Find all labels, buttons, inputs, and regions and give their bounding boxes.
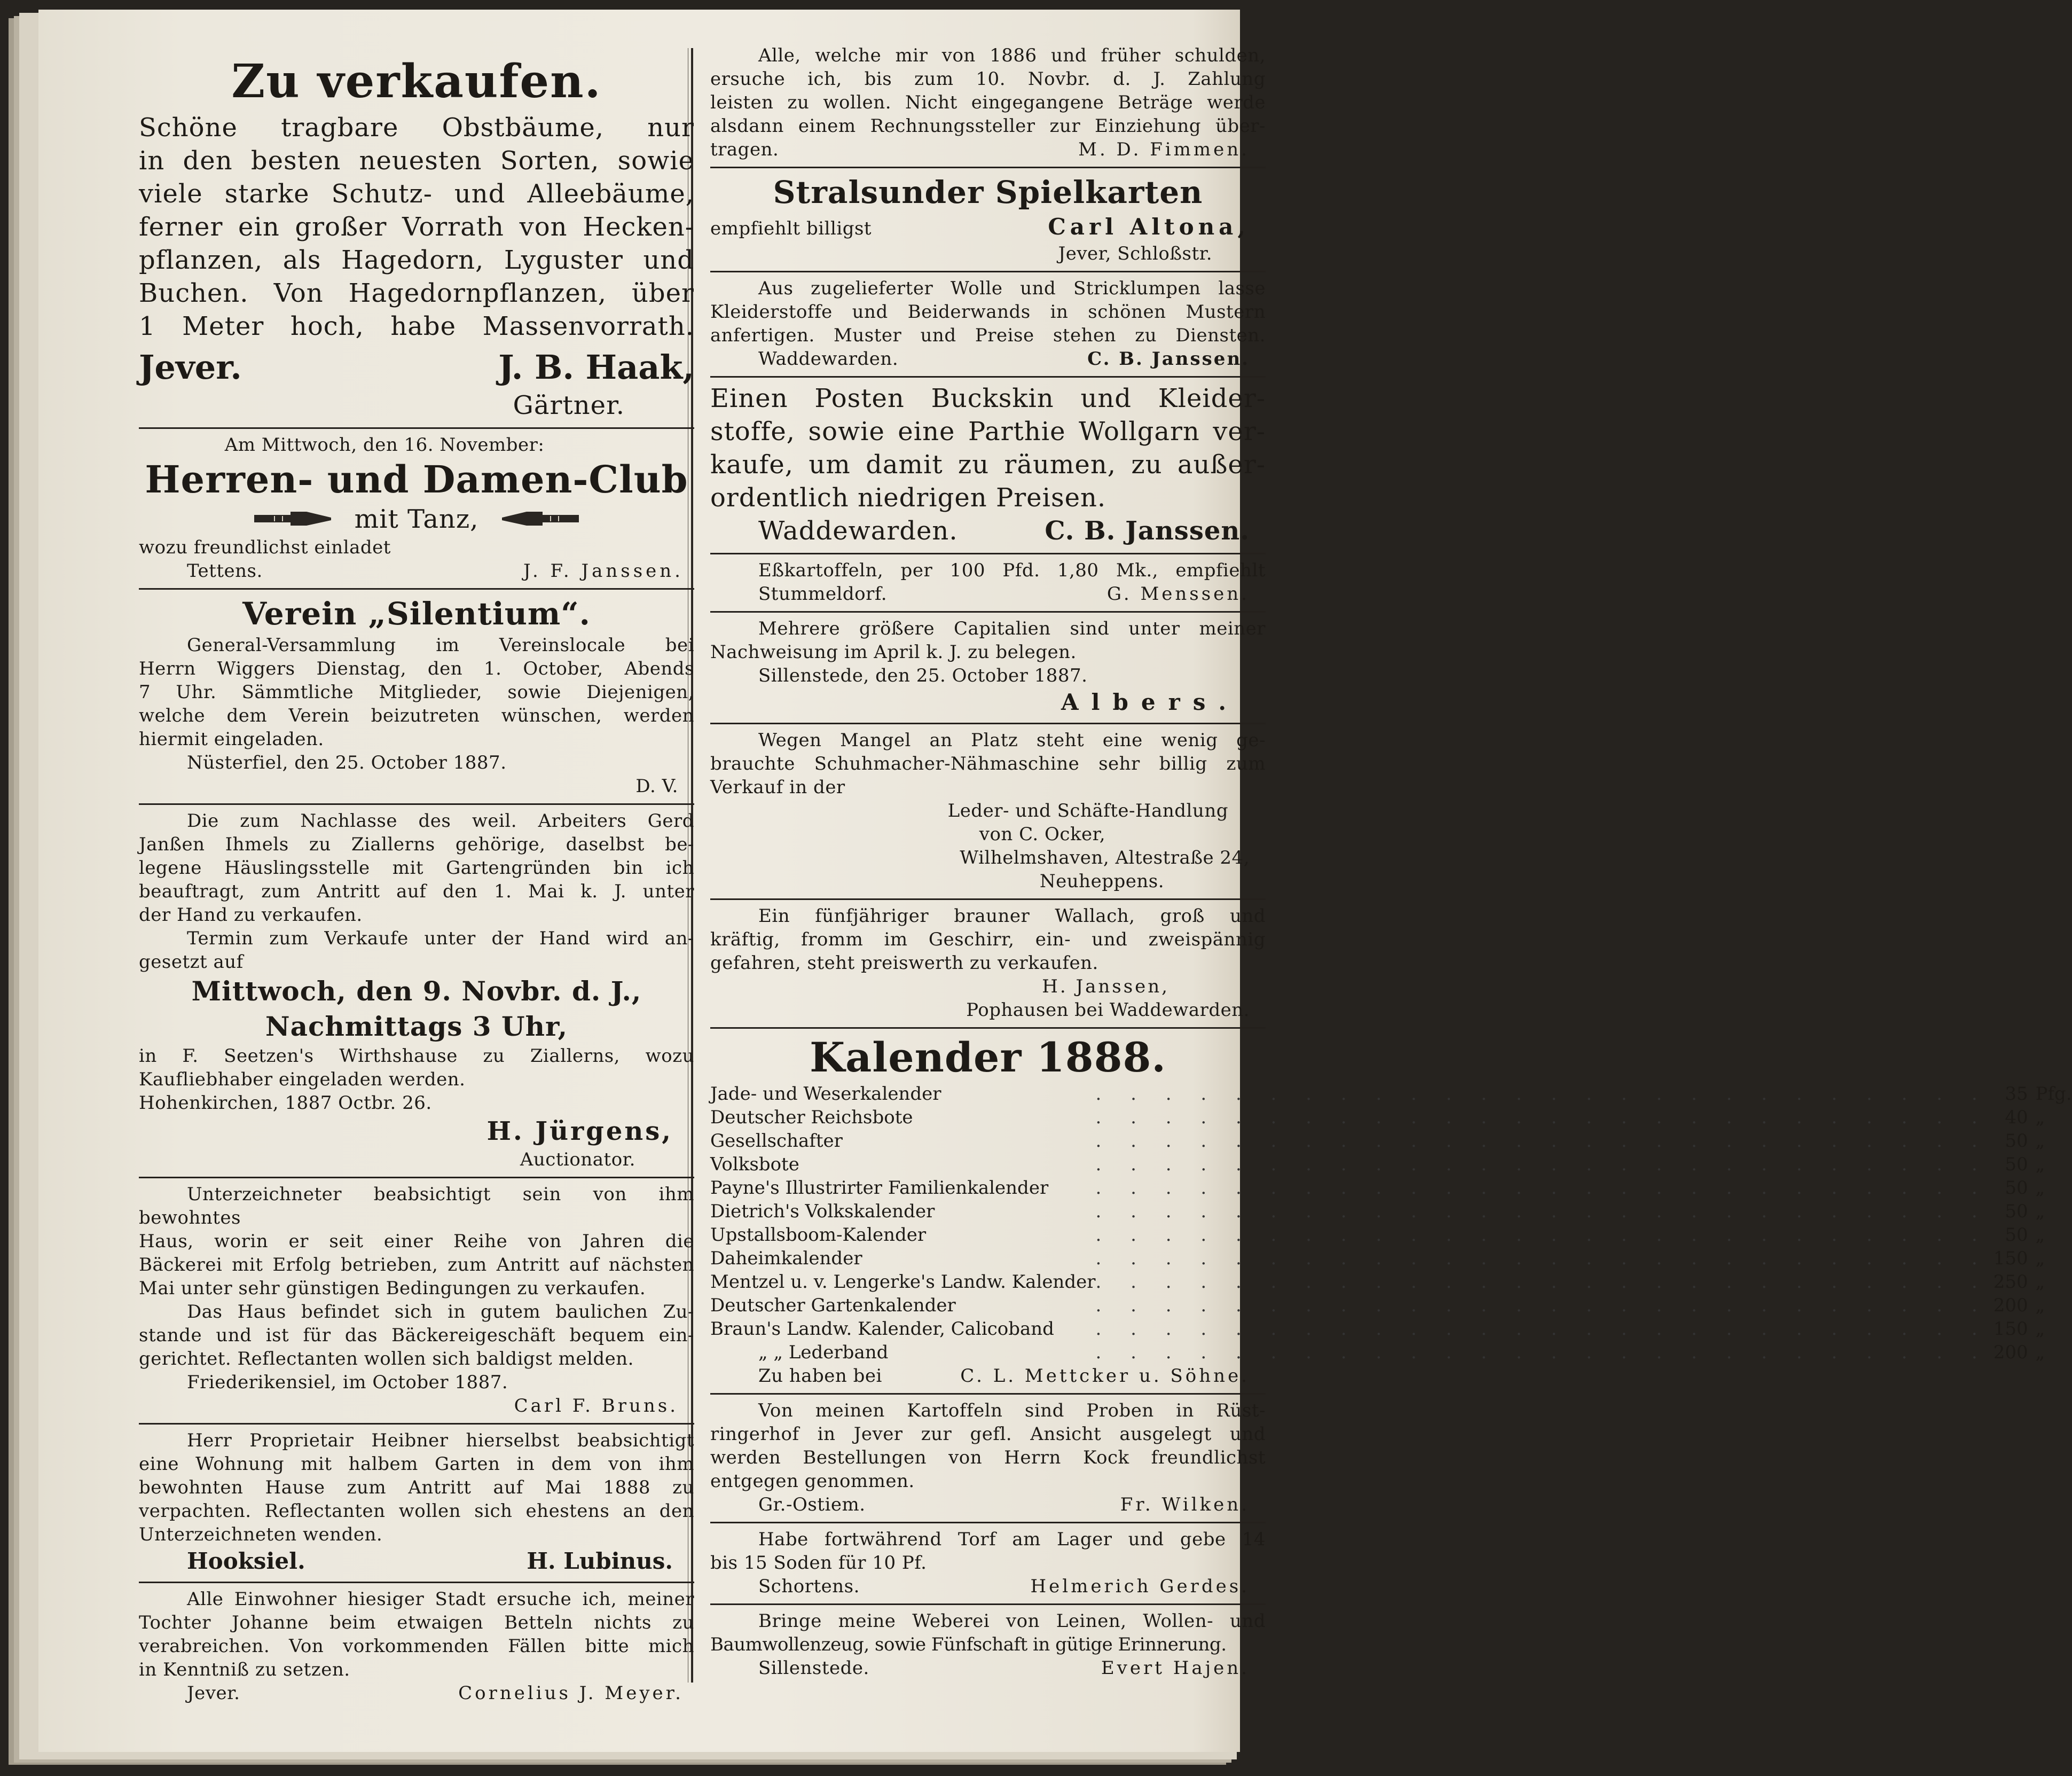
calendar-item-name: „ „ Lederband bbox=[758, 1342, 889, 1363]
ad-line: verpachten. Reflectanten wollen sich ehestens an den bbox=[139, 1500, 694, 1522]
ad-line: 7 Uhr. Sämmtliche Mitglieder, sowie Diejenigen, bbox=[139, 682, 694, 703]
calendar-item-row bbox=[710, 1106, 2072, 1129]
calendar-item-row bbox=[710, 1176, 2072, 1200]
ad-line: anfertigen. Muster und Preise stehen zu Diensten. bbox=[710, 325, 1266, 346]
calendar-item-price: 50 bbox=[2005, 1201, 2028, 1222]
ad-title: Kalender 1888. bbox=[810, 1034, 1166, 1081]
calendar-item-unit: Pfg. bbox=[2035, 1083, 2072, 1105]
leader-dots: . . . . . . . . . . . . . . . . . . . . . . . . . . bbox=[1095, 1083, 1989, 1105]
ad-line: hiermit eingeladen. bbox=[139, 729, 324, 750]
ad-kartoffeln bbox=[710, 559, 1266, 606]
calendar-item-price: 50 bbox=[2005, 1177, 2028, 1199]
ad-line: Haus, worin er seit einer Reihe von Jahren die bbox=[139, 1231, 694, 1252]
calendar-item-row bbox=[710, 1341, 2072, 1364]
ad-title: Zu verkaufen. bbox=[231, 54, 602, 108]
ad-line: Schöne tragbare Obstbäume, nur bbox=[139, 113, 694, 143]
ad-naehmaschine bbox=[710, 729, 1266, 893]
ad-line: bis 15 Soden für 10 Pf. bbox=[710, 1552, 927, 1574]
ad-line: stoffe, sowie eine Parthie Wollgarn ver- bbox=[710, 417, 1266, 447]
ad-line: legene Häuslingsstelle mit Gartengründen bin ich bbox=[139, 857, 694, 879]
calendar-item-row bbox=[710, 1294, 2072, 1317]
ad-role: Auctionator. bbox=[520, 1149, 635, 1170]
ad-name: Cornelius J. Meyer. bbox=[458, 1683, 684, 1704]
ad-weberei bbox=[710, 1609, 1266, 1680]
divider bbox=[710, 1027, 1266, 1029]
calendar-item-unit: „ bbox=[2035, 1295, 2045, 1316]
ad-line: gefahren, steht preiswerth zu verkaufen. bbox=[710, 952, 1098, 974]
ad-shop: Leder- und Schäfte-Handlung bbox=[947, 800, 1228, 822]
ad-line: Mai unter sehr günstigen Bedingungen zu verkaufen. bbox=[139, 1278, 646, 1299]
ad-line: alsdann einem Rechnungssteller zur Einziehung über- bbox=[710, 115, 1266, 137]
ad-line: Von meinen Kartoffeln sind Proben in Rüst- bbox=[758, 1400, 1266, 1421]
leader-dots: . . . . . . . . . . . . . . . . . . . . . . . . . . bbox=[1095, 1177, 1989, 1199]
calendar-item-row bbox=[710, 1200, 2072, 1223]
calendar-item-price: 150 bbox=[1993, 1318, 2028, 1340]
ad-line: Ein fünfjähriger brauner Wallach, groß und bbox=[758, 905, 1266, 927]
ad-line: gerichtet. Reflectanten wollen sich baldigst melden. bbox=[139, 1348, 634, 1370]
ad-dateline: Nüsterfiel, den 25. October 1887. bbox=[187, 752, 507, 773]
ad-line: Baumwollenzeug, sowie Fünfschaft in gütige Erinnerung. bbox=[710, 1634, 1227, 1655]
calendar-item-name: Dietrich's Volkskalender bbox=[710, 1201, 935, 1222]
leader-dots: . . . . . . . . . . . . . . . . . . . . . . . . . . bbox=[1095, 1154, 1989, 1175]
calendar-item-price: 250 bbox=[1993, 1271, 2028, 1293]
divider bbox=[710, 376, 1266, 378]
ad-owner: von C. Ocker, bbox=[979, 824, 1105, 845]
ad-signature bbox=[710, 1575, 1266, 1598]
ad-line: Eßkartoffeln, per 100 Pfd. 1,80 Mk., empfiehlt bbox=[758, 560, 1266, 581]
ad-line: Mehrere größere Capitalien sind unter meiner bbox=[758, 618, 1266, 639]
calendar-item-unit: „ bbox=[2035, 1107, 2045, 1128]
leader-dots: . . . . . . . . . . . . . . . . . . . . . . . . . . bbox=[1095, 1224, 1989, 1246]
calendar-item-price: 50 bbox=[2005, 1224, 2028, 1246]
ad-line: leisten zu wollen. Nicht eingegangene Beträge werde bbox=[710, 92, 1266, 113]
ad-wohnung bbox=[139, 1429, 694, 1576]
ad-place: Sillenstede. bbox=[758, 1657, 869, 1679]
ad-kalender bbox=[710, 1033, 2072, 1388]
right-column bbox=[710, 44, 2072, 1752]
ad-role: Gärtner. bbox=[513, 390, 625, 420]
ad-signature bbox=[710, 1656, 1266, 1680]
ad-place: Waddewarden. bbox=[758, 348, 899, 370]
ad-betteln bbox=[139, 1587, 694, 1705]
divider bbox=[710, 271, 1266, 272]
ad-line: Kleiderstoffe und Beiderwands in schönen Mustern bbox=[710, 301, 1266, 323]
ad-line: in den besten neuesten Sorten, sowie bbox=[139, 146, 694, 176]
ad-place: Jever. bbox=[139, 348, 242, 387]
calendar-price-list bbox=[710, 1082, 2072, 1364]
ad-line: kaufe, um damit zu räumen, zu außer- bbox=[710, 450, 1266, 480]
calendar-item-row bbox=[710, 1317, 2072, 1341]
leader-dots: . . . . . . . . . . . . . . . . . . . . . . . . . . bbox=[1095, 1342, 1989, 1363]
ad-line: beauftragt, zum Antritt auf den 1. Mai k. J. unter bbox=[139, 881, 694, 902]
calendar-item-row bbox=[710, 1082, 2072, 1106]
ad-line: Das Haus befindet sich in gutem baulichen Zu- bbox=[187, 1301, 694, 1323]
ad-line: Aus zugelieferter Wolle und Stricklumpen lasse bbox=[758, 278, 1266, 299]
leader-dots: . . . . . . . . . . . . . . . . . . . . . . . . . . bbox=[1095, 1295, 1989, 1316]
leader-dots: . . . . . . . . . . . . . . . . . . . . . . . . . . bbox=[1095, 1201, 1989, 1222]
ad-name: C. L. Mettcker u. Söhne. bbox=[960, 1365, 1250, 1387]
calendar-item-name: Upstallsboom-Kalender bbox=[710, 1224, 927, 1246]
calendar-item-row bbox=[710, 1153, 2072, 1176]
calendar-item-price: 50 bbox=[2005, 1130, 2028, 1152]
ad-avail: Zu haben bei bbox=[758, 1365, 882, 1387]
calendar-item-unit: „ bbox=[2035, 1224, 2045, 1246]
calendar-item-name: Deutscher Reichsbote bbox=[710, 1107, 913, 1128]
ad-line: bewohnten Hause zum Antritt auf Mai 1888 zu bbox=[139, 1477, 694, 1498]
calendar-item-name: Daheimkalender bbox=[710, 1248, 862, 1269]
divider bbox=[710, 611, 1266, 613]
ad-obstbaeume bbox=[139, 52, 694, 422]
ad-name: G. Menssen. bbox=[1106, 583, 1250, 605]
ad-line: ersuche ich, bis zum 10. Novbr. d. J. Zahlung bbox=[710, 68, 1266, 90]
ad-line: Wegen Mangel an Platz steht eine wenig ge- bbox=[758, 730, 1266, 751]
calendar-item-unit: „ bbox=[2035, 1342, 2045, 1363]
calendar-item-price: 50 bbox=[2005, 1154, 2028, 1175]
ad-line: tragen. bbox=[710, 139, 779, 160]
ad-line: Alle Einwohner hiesiger Stadt ersuche ich, meiner bbox=[187, 1589, 694, 1610]
divider bbox=[139, 803, 694, 805]
divider bbox=[710, 167, 1266, 168]
ad-place: Gr.-Ostiem. bbox=[758, 1494, 866, 1515]
ad-addr: Pophausen bei Waddewarden. bbox=[966, 999, 1250, 1021]
ad-area: Neuheppens. bbox=[1039, 871, 1164, 892]
ad-name: J. B. Haak, bbox=[498, 348, 694, 387]
calendar-item-unit: „ bbox=[2035, 1154, 2045, 1175]
ad-line: pflanzen, als Hagedorn, Lyguster und bbox=[139, 245, 694, 275]
ad-line: ringerhof in Jever zur gefl. Ansicht ausgelegt und bbox=[710, 1423, 1266, 1445]
ad-signature bbox=[710, 514, 1266, 547]
ad-line: brauchte Schuhmacher-Nähmaschine sehr billig zum bbox=[710, 753, 1266, 774]
ad-place: Waddewarden. bbox=[758, 516, 958, 546]
ad-title: Stralsunder Spielkarten bbox=[773, 174, 1203, 210]
divider bbox=[710, 1603, 1266, 1605]
ad-club bbox=[139, 433, 694, 583]
ad-signature bbox=[710, 582, 1266, 606]
ad-line: in Kenntniß zu setzen. bbox=[139, 1659, 350, 1680]
ad-dateline: Friederikensiel, im October 1887. bbox=[187, 1372, 508, 1393]
ad-line: Unterzeichneten wenden. bbox=[139, 1524, 383, 1545]
newspaper-page bbox=[38, 10, 2072, 1752]
ad-line: Herrn Wiggers Dienstag, den 1. October, Abends bbox=[139, 658, 694, 679]
calendar-item-name: Braun's Landw. Kalender, Calicoband bbox=[710, 1318, 1054, 1340]
ad-title: Verein „Silentium“. bbox=[242, 596, 591, 632]
ad-line: Bringe meine Weberei von Leinen, Wollen- und bbox=[758, 1610, 1266, 1632]
ad-line: Tochter Johanne beim etwaigen Betteln nichts zu bbox=[139, 1612, 694, 1633]
ad-signature bbox=[139, 1681, 694, 1705]
ad-name: Carl Altona, bbox=[1048, 214, 1250, 240]
ad-name: Fr. Wilken. bbox=[1120, 1494, 1250, 1515]
ad-line: Die zum Nachlasse des weil. Arbeiters Gerd bbox=[187, 810, 694, 832]
ad-signature bbox=[710, 347, 1266, 371]
ad-silentium bbox=[139, 594, 694, 798]
leader-dots: . . . . . . . . . . . . . . . . . . . . . . . . . . bbox=[1095, 1107, 1989, 1128]
calendar-item-name: Gesellschafter bbox=[710, 1130, 843, 1152]
ad-sign: D. V. bbox=[635, 776, 678, 797]
pointing-hand-left-icon bbox=[500, 510, 580, 528]
pointing-hand-right-icon bbox=[253, 510, 333, 528]
calendar-item-name: Volksbote bbox=[710, 1154, 799, 1175]
ad-line: welche dem Verein beizutreten wünschen, werden bbox=[139, 705, 694, 726]
ad-title: Herren- und Damen-Club bbox=[145, 457, 688, 502]
calendar-item-price: 40 bbox=[2005, 1107, 2028, 1128]
calendar-item-row bbox=[710, 1129, 2072, 1153]
divider bbox=[710, 1393, 1266, 1395]
ad-dateline: Hohenkirchen, 1887 Octbr. 26. bbox=[139, 1092, 432, 1114]
ad-place: Schortens. bbox=[758, 1576, 860, 1597]
ad-place: Stummeldorf. bbox=[758, 583, 887, 605]
ad-invite: wozu freundlichst einladet bbox=[139, 537, 391, 558]
ad-spielkarten bbox=[710, 173, 1266, 265]
ad-line: Janßen Ihmels zu Ziallerns gehörige, daselbst be- bbox=[139, 834, 694, 855]
ad-baeckerei bbox=[139, 1183, 694, 1418]
ad-wallach bbox=[710, 904, 1266, 1022]
leader-dots: . . . . . . . . . . . . . . . . . . . . . . . . . . bbox=[1095, 1318, 1989, 1340]
calendar-item-price: 150 bbox=[1993, 1248, 2028, 1269]
leader-dots: . . . . . . . . . . . . . . . . . . . . . . . . . . bbox=[1095, 1130, 1989, 1152]
divider bbox=[710, 1522, 1266, 1523]
ad-torf bbox=[710, 1528, 1266, 1598]
divider bbox=[139, 588, 694, 590]
ad-line: gesetzt auf bbox=[139, 951, 244, 973]
calendar-item-price: 200 bbox=[1993, 1295, 2028, 1316]
ad-wolle bbox=[710, 277, 1266, 371]
ad-name: Albers. bbox=[1061, 689, 1239, 715]
calendar-item-name: Payne's Illustrirter Familienkalender bbox=[710, 1177, 1049, 1199]
ad-line: Einen Posten Buckskin und Kleider- bbox=[710, 384, 1266, 413]
ad-name: H. Lubinus. bbox=[527, 1548, 673, 1574]
ad-signature bbox=[710, 138, 1266, 161]
ad-addr: Jever, Schloßstr. bbox=[1058, 243, 1212, 264]
calendar-item-unit: „ bbox=[2035, 1318, 2045, 1340]
calendar-item-unit: „ bbox=[2035, 1130, 2045, 1152]
ad-line: in F. Seetzen's Wirthshause zu Ziallerns, wozu bbox=[139, 1045, 694, 1067]
ad-kartoffelproben bbox=[710, 1399, 1266, 1516]
ad-line: werden Bestellungen von Herrn Kock freundlichst bbox=[710, 1447, 1266, 1468]
ad-schulden bbox=[710, 44, 1266, 161]
ad-big-date: Mittwoch, den 9. Novbr. d. J., bbox=[191, 975, 642, 1007]
ad-sub-row bbox=[139, 503, 694, 536]
ad-line: Termin zum Verkaufe unter der Hand wird an- bbox=[187, 928, 694, 949]
ad-line: Habe fortwährend Torf am Lager und gebe 14 bbox=[758, 1529, 1266, 1550]
divider bbox=[710, 553, 1266, 554]
divider bbox=[139, 1582, 694, 1583]
ad-date: Am Mittwoch, den 16. November: bbox=[224, 434, 545, 456]
ad-name: H. Jürgens, bbox=[486, 1116, 673, 1146]
ad-line: stande und ist für das Bäckereigeschäft bequem ein- bbox=[139, 1325, 694, 1346]
calendar-item-name: Deutscher Gartenkalender bbox=[710, 1295, 956, 1316]
divider bbox=[710, 898, 1266, 900]
ad-line: viele starke Schutz- und Alleebäume, bbox=[139, 179, 694, 209]
ad-line: ordentlich niedrigen Preisen. bbox=[710, 483, 1106, 513]
ad-name: H. Janssen, bbox=[1042, 976, 1170, 997]
calendar-item-row bbox=[710, 1223, 2072, 1247]
ad-line: Verkauf in der bbox=[710, 777, 845, 798]
ad-line: 1 Meter hoch, habe Massenvorrath. bbox=[139, 311, 694, 341]
ad-addr: Wilhelmshaven, Altestraße 24, bbox=[960, 847, 1250, 869]
ad-line: Kaufliebhaber eingeladen werden. bbox=[139, 1069, 466, 1090]
leader-dots: . . . . . . . . . . . . . . . . . . . . . . . . . . bbox=[1095, 1271, 1989, 1293]
ad-name: Carl F. Bruns. bbox=[514, 1395, 678, 1417]
calendar-item-unit: „ bbox=[2035, 1248, 2045, 1269]
divider bbox=[139, 427, 694, 429]
ad-line: General-Versammlung im Vereinslocale bei bbox=[187, 635, 694, 656]
ad-signature bbox=[710, 1493, 1266, 1516]
ad-line: Bäckerei mit Erfolg betrieben, zum Antritt auf nächsten bbox=[139, 1254, 694, 1276]
divider bbox=[139, 1177, 694, 1178]
ad-buckskin bbox=[710, 382, 1266, 547]
ad-capitalien bbox=[710, 617, 1266, 717]
ad-line: Alle, welche mir von 1886 und früher schulden, bbox=[758, 45, 1266, 66]
ad-big-time: Nachmittags 3 Uhr, bbox=[265, 1011, 568, 1042]
ad-line: eine Wohnung mit halbem Garten in dem von ihm bbox=[139, 1453, 694, 1475]
ad-signature bbox=[139, 1546, 694, 1576]
calendar-item-price: 35 bbox=[2005, 1083, 2028, 1105]
ad-signature bbox=[710, 212, 1266, 242]
divider bbox=[710, 723, 1266, 724]
calendar-item-name: Jade- und Weserkalender bbox=[710, 1083, 941, 1105]
ad-name: M. D. Fimmen. bbox=[1078, 139, 1250, 160]
ad-name: Helmerich Gerdes. bbox=[1030, 1576, 1250, 1597]
calendar-item-price: 200 bbox=[1993, 1342, 2028, 1363]
ad-lead: empfiehlt billigst bbox=[710, 218, 872, 239]
ad-name: Evert Hajen. bbox=[1101, 1657, 1250, 1679]
ad-sub: mit Tanz, bbox=[354, 504, 479, 534]
calendar-item-name: Mentzel u. v. Lengerke's Landw. Kalender bbox=[710, 1271, 1096, 1293]
ad-line: Nachweisung im April k. J. zu belegen. bbox=[710, 641, 1077, 663]
calendar-item-unit: „ bbox=[2035, 1177, 2045, 1199]
ad-place: Hooksiel. bbox=[187, 1548, 305, 1574]
ad-name: J. F. Janssen. bbox=[523, 560, 684, 582]
ad-line: verabreichen. Von vorkommenden Fällen bitte mich bbox=[139, 1636, 694, 1657]
leader-dots: . . . . . . . . . . . . . . . . . . . . . . . . . . bbox=[1095, 1248, 1989, 1269]
ad-signature bbox=[139, 346, 694, 389]
ad-line: Unterzeichneter beabsichtigt sein von ihm bewohntes bbox=[139, 1184, 694, 1229]
ad-haeuslingsstelle bbox=[139, 809, 694, 1171]
ad-dateline: Sillenstede, den 25. October 1887. bbox=[758, 665, 1088, 686]
ad-signature bbox=[139, 559, 694, 583]
ad-place: Jever. bbox=[187, 1683, 240, 1704]
ad-line: der Hand zu verkaufen. bbox=[139, 904, 363, 926]
calendar-item-row bbox=[710, 1247, 2072, 1270]
ad-line: Herr Proprietair Heibner hierselbst beabsichtigt bbox=[187, 1430, 694, 1451]
ad-name: C. B. Janssen. bbox=[1045, 516, 1250, 546]
ad-name: C. B. Janssen. bbox=[1087, 348, 1250, 370]
ad-line: entgegen genommen. bbox=[710, 1470, 915, 1492]
ad-place: Tettens. bbox=[187, 560, 263, 582]
calendar-item-unit: „ bbox=[2035, 1201, 2045, 1222]
ad-line: kräftig, fromm im Geschirr, ein- und zweispännig bbox=[710, 929, 1266, 950]
ad-signature bbox=[710, 1364, 1266, 1388]
ad-line: ferner ein großer Vorrath von Hecken- bbox=[139, 212, 694, 242]
divider bbox=[139, 1423, 694, 1425]
left-column bbox=[139, 52, 694, 1752]
calendar-item-row bbox=[710, 1270, 2072, 1294]
ad-line: Buchen. Von Hagedornpflanzen, über bbox=[139, 278, 694, 308]
calendar-item-unit: „ bbox=[2035, 1271, 2045, 1293]
